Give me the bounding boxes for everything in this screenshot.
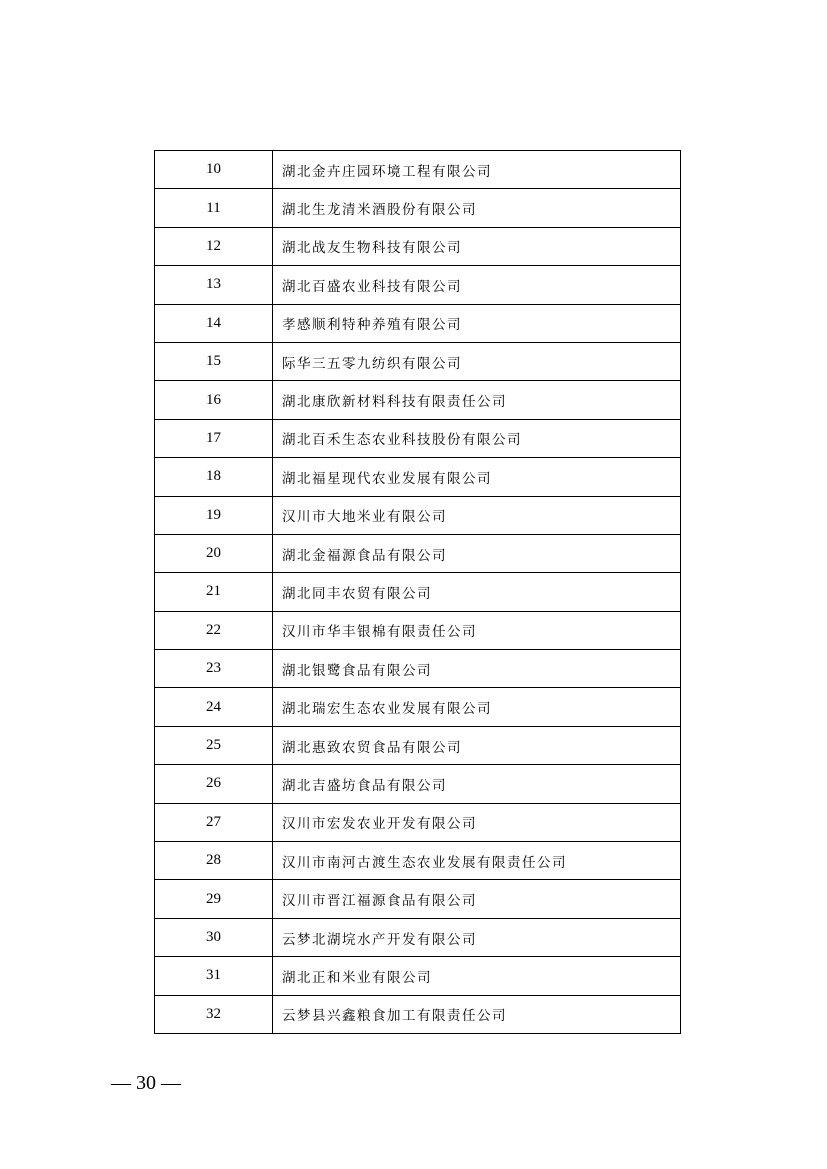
row-number-cell: 17 (155, 419, 273, 457)
table-row (155, 688, 681, 726)
table-row (155, 650, 681, 688)
table-row (155, 842, 681, 880)
company-name-cell: 云梦县兴鑫粮食加工有限责任公司 (273, 995, 681, 1033)
company-name-cell: 湖北金福源食品有限公司 (273, 534, 681, 572)
row-number-cell: 12 (155, 227, 273, 265)
table-row (155, 381, 681, 419)
row-number-cell: 19 (155, 496, 273, 534)
company-name-cell: 湖北百盛农业科技有限公司 (273, 266, 681, 304)
table-row (155, 611, 681, 649)
row-number-cell: 11 (155, 189, 273, 227)
table-row (155, 342, 681, 380)
company-name-cell: 湖北金卉庄园环境工程有限公司 (273, 151, 681, 189)
row-number-cell: 10 (155, 151, 273, 189)
row-number-cell: 15 (155, 342, 273, 380)
row-number-cell: 24 (155, 688, 273, 726)
company-name-cell: 湖北瑞宏生态农业发展有限公司 (273, 688, 681, 726)
company-name-cell: 湖北吉盛坊食品有限公司 (273, 765, 681, 803)
company-name-cell: 汉川市华丰银棉有限责任公司 (273, 611, 681, 649)
row-number-cell: 26 (155, 765, 273, 803)
company-name-cell: 云梦北湖垸水产开发有限公司 (273, 918, 681, 956)
company-name-cell: 汉川市南河古渡生态农业发展有限责任公司 (273, 842, 681, 880)
company-name-cell: 湖北生龙清米酒股份有限公司 (273, 189, 681, 227)
row-number-cell: 32 (155, 995, 273, 1033)
table-row (155, 304, 681, 342)
table-row (155, 227, 681, 265)
company-name-cell: 湖北同丰农贸有限公司 (273, 573, 681, 611)
row-number-cell: 13 (155, 266, 273, 304)
company-name-cell: 湖北战友生物科技有限公司 (273, 227, 681, 265)
row-number-cell: 18 (155, 458, 273, 496)
table-row (155, 496, 681, 534)
row-number-cell: 28 (155, 842, 273, 880)
company-name-cell: 湖北惠致农贸食品有限公司 (273, 726, 681, 764)
company-name-cell: 湖北正和米业有限公司 (273, 957, 681, 995)
row-number-cell: 27 (155, 803, 273, 841)
row-number-cell: 20 (155, 534, 273, 572)
table-row (155, 189, 681, 227)
table-row (155, 957, 681, 995)
company-table-body (155, 151, 681, 1034)
company-name-cell: 汉川市宏发农业开发有限公司 (273, 803, 681, 841)
company-table (154, 150, 681, 1034)
row-number-cell: 14 (155, 304, 273, 342)
table-row (155, 918, 681, 956)
row-number-cell: 31 (155, 957, 273, 995)
row-number-cell: 22 (155, 611, 273, 649)
company-name-cell: 湖北银鹭食品有限公司 (273, 650, 681, 688)
company-name-cell: 湖北福星现代农业发展有限公司 (273, 458, 681, 496)
table-row (155, 266, 681, 304)
company-table-container (154, 150, 681, 1034)
company-name-cell: 际华三五零九纺织有限公司 (273, 342, 681, 380)
company-name-cell: 汉川市大地米业有限公司 (273, 496, 681, 534)
table-row (155, 419, 681, 457)
row-number-cell: 25 (155, 726, 273, 764)
row-number-cell: 30 (155, 918, 273, 956)
table-row (155, 458, 681, 496)
row-number-cell: 16 (155, 381, 273, 419)
table-row (155, 151, 681, 189)
table-row (155, 880, 681, 918)
table-row (155, 534, 681, 572)
company-name-cell: 湖北康欣新材料科技有限责任公司 (273, 381, 681, 419)
row-number-cell: 23 (155, 650, 273, 688)
row-number-cell: 29 (155, 880, 273, 918)
company-name-cell: 孝感顺利特种养殖有限公司 (273, 304, 681, 342)
company-name-cell: 汉川市晋江福源食品有限公司 (273, 880, 681, 918)
page-number: — 30 — (111, 1072, 181, 1094)
table-row (155, 803, 681, 841)
table-row (155, 726, 681, 764)
row-number-cell: 21 (155, 573, 273, 611)
company-name-cell: 湖北百禾生态农业科技股份有限公司 (273, 419, 681, 457)
table-row (155, 995, 681, 1033)
table-row (155, 765, 681, 803)
table-row (155, 573, 681, 611)
